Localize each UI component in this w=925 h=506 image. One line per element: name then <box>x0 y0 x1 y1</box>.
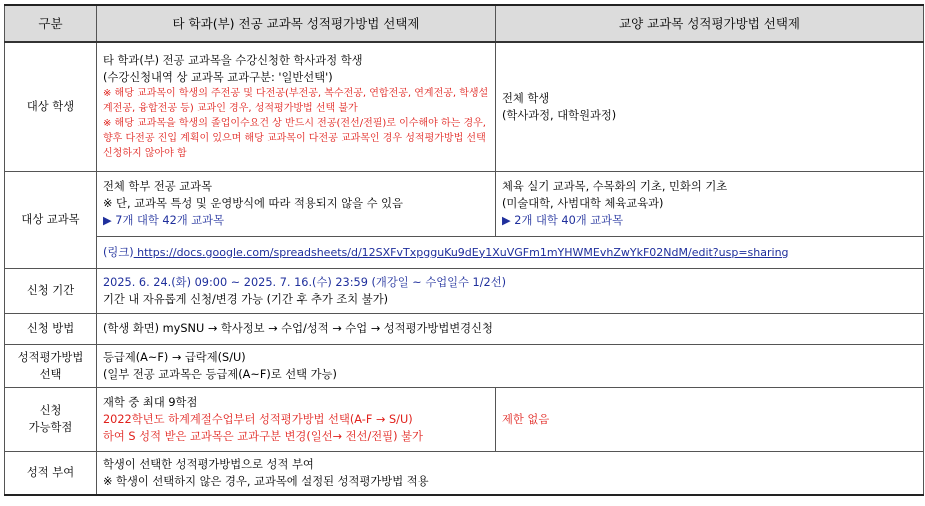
credit-limit-major-line3: 하여 S 성적 받은 교과목은 교과구분 변경(일선→ 전선/전필) 불가 <box>103 429 423 443</box>
target-courses-liberal-count: ▶ 2개 대학 40개 교과목 <box>502 214 624 227</box>
label-grading-choice <box>5 344 97 387</box>
credit-limit-major-line1: 재학 중 최대 9학점 <box>103 395 198 409</box>
cell-application-method <box>97 313 924 344</box>
row-credit-limit <box>5 387 924 451</box>
grading-method-table-container <box>4 4 923 496</box>
application-period-dates: 2025. 6. 24.(화) 09:00 ~ 2025. 7. 16.(수) 23:59 (개강일 ~ 수업일수 1/2선) <box>103 275 507 289</box>
target-students-liberal-line2: (학사과정, 대학원과정) <box>502 108 617 122</box>
cell-credit-limit-major <box>97 387 496 451</box>
credit-limit-major-line2: 2022학년도 하계계절수업부터 성적평가방법 선택(A-F → S/U) <box>103 412 413 426</box>
header-category: 구분 <box>5 5 97 42</box>
row-grading-choice <box>5 344 924 387</box>
cell-target-students-liberal <box>496 42 924 171</box>
header-major-option: 타 학과(부) 전공 교과목 성적평가방법 선택제 <box>97 5 496 42</box>
row-target-courses <box>5 171 924 236</box>
cell-application-period <box>97 268 924 313</box>
label-grade-assignment: 성적 부여 <box>5 451 97 495</box>
label-target-courses: 대상 교과목 <box>5 171 97 268</box>
row-application-period <box>5 268 924 313</box>
cell-target-courses-liberal <box>496 171 924 236</box>
label-credit-limit <box>5 387 97 451</box>
cell-target-courses-major <box>97 171 496 236</box>
target-students-major-line2: (수강신청내역 상 교과목 교과구분: '일반선택') <box>103 71 333 85</box>
cell-grade-assignment <box>97 451 924 495</box>
row-target-students <box>5 42 924 171</box>
label-credit-limit-line2: 가능학점 <box>28 421 73 434</box>
label-application-period: 신청 기간 <box>5 268 97 313</box>
row-target-courses-link <box>5 236 924 268</box>
grading-method-table <box>4 4 924 496</box>
label-target-students: 대상 학생 <box>5 42 97 171</box>
target-students-major-note2: ※ 해당 교과목을 학생의 졸업이수요건 상 반드시 전공(전선/전필)로 이수해야 하는 경우, 향후 다전공 진입 계획이 있으며 해당 교과목이 다전공 교과목인 경우 성적평가방법 선택 신청하지 않아야 함 <box>103 118 486 160</box>
row-application-method <box>5 313 924 344</box>
link-prefix: (링크) <box>103 245 134 259</box>
target-students-liberal-line1: 전체 학생 <box>502 91 550 105</box>
credit-limit-liberal: 제한 없음 <box>502 412 550 426</box>
cell-target-courses-link <box>97 236 924 268</box>
table-header-row <box>5 5 924 42</box>
target-courses-major-line2: ※ 단, 교과목 특성 및 운영방식에 따라 적용되지 않을 수 있음 <box>103 197 403 210</box>
cell-target-students-major <box>97 42 496 171</box>
target-students-major-line1: 타 학과(부) 전공 교과목을 수강신청한 학사과정 학생 <box>103 54 363 68</box>
target-students-major-note1: ※ 해당 교과목이 학생의 주전공 및 다전공(부전공, 복수전공, 연합전공, 연계전공, 학생설계전공, 융합전공 등) 교과인 경우, 성적평가방법 선택 불가 <box>103 88 489 115</box>
grade-assignment-line2: ※ 학생이 선택하지 않은 경우, 교과목에 설정된 성적평가방법 적용 <box>103 474 429 488</box>
label-grading-choice-line1: 성적평가방법 <box>17 350 84 364</box>
application-period-note: 기간 내 자유롭게 신청/변경 가능 (기간 후 추가 조치 불가) <box>103 292 389 306</box>
grading-choice-line2: (일부 전공 교과목은 등급제(A~F)로 선택 가능) <box>103 367 337 381</box>
cell-grading-choice <box>97 344 924 387</box>
target-courses-liberal-line2: (미술대학, 사범대학 체육교육과) <box>502 197 664 210</box>
grading-choice-line1: 등급제(A~F) → 급락제(S/U) <box>103 350 246 364</box>
target-courses-major-count: ▶ 7개 대학 42개 교과목 <box>103 214 225 227</box>
label-grading-choice-line2: 선택 <box>39 367 62 381</box>
grade-assignment-line1: 학생이 선택한 성적평가방법으로 성적 부여 <box>103 457 314 471</box>
header-liberal-option: 교양 교과목 성적평가방법 선택제 <box>496 5 924 42</box>
cell-credit-limit-liberal <box>496 387 924 451</box>
label-application-method: 신청 방법 <box>5 313 97 344</box>
application-method-path: (학생 화면) mySNU → 학사정보 → 수업/성적 → 수업 → 성적평가방법변경신청 <box>103 322 493 335</box>
label-credit-limit-line1: 신청 <box>39 404 62 417</box>
target-courses-liberal-line1: 체육 실기 교과목, 수목화의 기초, 민화의 기초 <box>502 180 728 193</box>
row-grade-assignment <box>5 451 924 495</box>
target-courses-major-line1: 전체 학부 전공 교과목 <box>103 180 212 193</box>
course-list-link[interactable]: https://docs.google.com/spreadsheets/d/12SXFvTxpgguKu9dEy1XuVGFm1mYHWMEvhZwYkF02NdM/edit?usp=sharing <box>133 245 789 259</box>
